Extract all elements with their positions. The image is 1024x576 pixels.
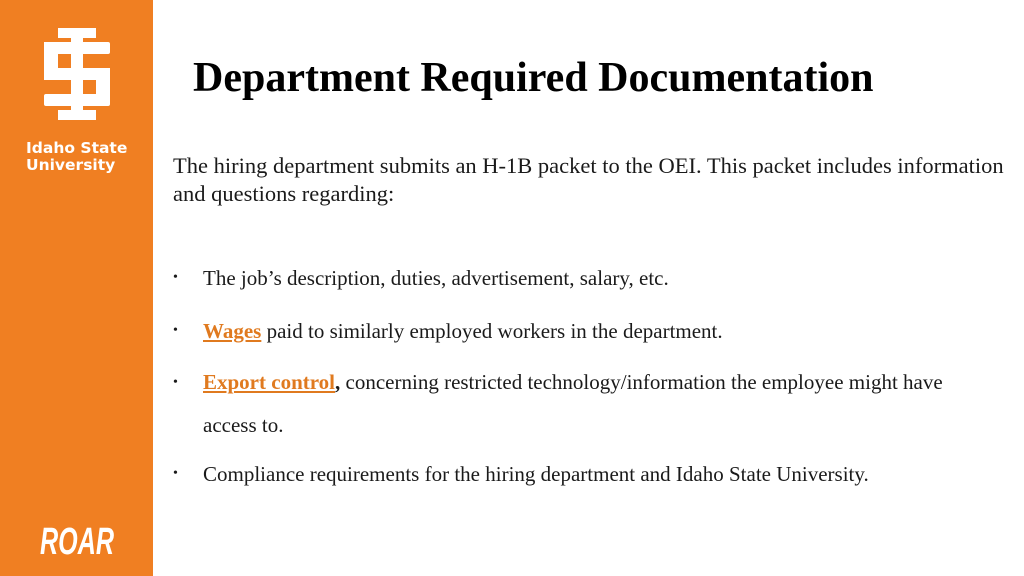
list-item xyxy=(173,313,993,349)
bullet-text: paid to similarly employed workers in the department. xyxy=(261,318,723,343)
list-item xyxy=(173,361,993,447)
bullet-text: The job’s description, duties, advertisement, salary, etc. xyxy=(203,266,669,290)
bullet-icon: • xyxy=(173,322,178,338)
list-item xyxy=(173,260,993,296)
list-item xyxy=(173,456,993,492)
isu-monogram-icon xyxy=(44,28,110,120)
bullet-text: Compliance requirements for the hiring department and Idaho State University. xyxy=(203,462,869,486)
roar-text: ROAR xyxy=(40,521,115,563)
bullet-punctuation: , xyxy=(335,370,341,394)
university-name-line1: Idaho State xyxy=(26,139,128,157)
bullet-text: concerning restricted technology/information the employee might have access to. xyxy=(203,370,943,437)
bullet-list xyxy=(173,260,993,509)
roar-logo xyxy=(40,520,116,563)
bullet-icon: • xyxy=(173,375,178,390)
bullet-icon: • xyxy=(173,466,178,481)
university-name-line2: University xyxy=(26,156,116,174)
brand-sidebar xyxy=(0,0,153,576)
intro-paragraph: The hiring department submits an H-1B packet to the OEI. This packet includes information and questions regarding: xyxy=(173,153,1004,206)
university-wordmark xyxy=(26,140,136,174)
bullet-icon: • xyxy=(173,270,178,285)
page-title: Department Required Documentation xyxy=(193,55,874,101)
export-control-link[interactable]: Export control xyxy=(203,370,336,394)
wages-link[interactable]: Wages xyxy=(203,318,262,343)
